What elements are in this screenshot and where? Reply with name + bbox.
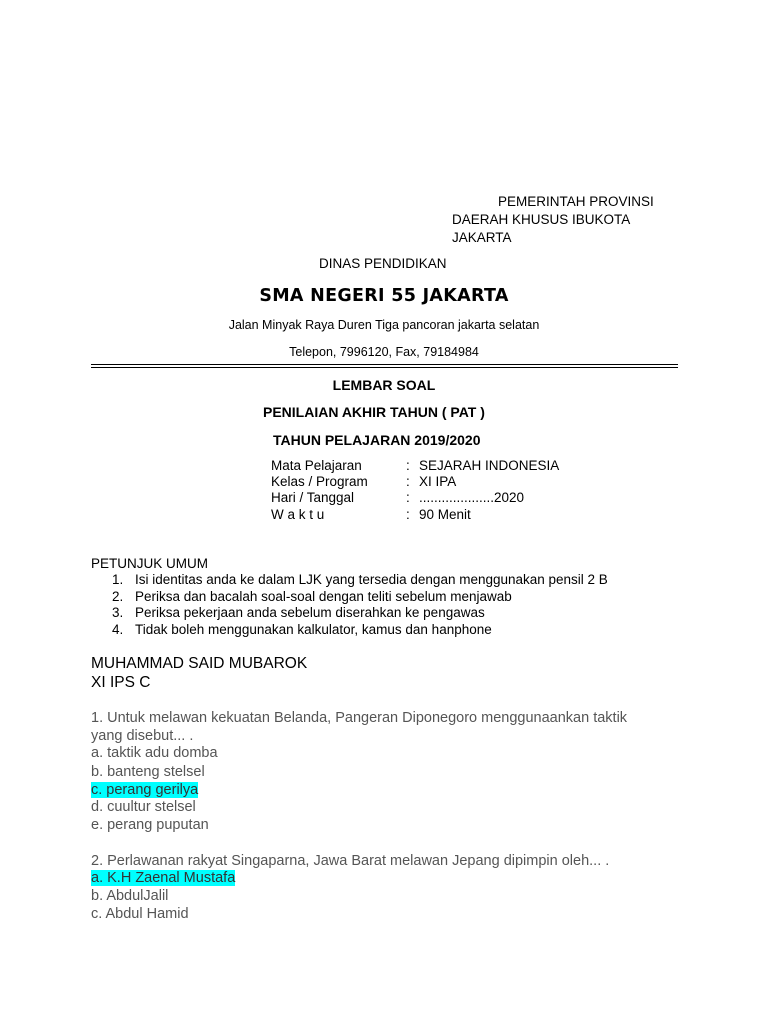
info-key: W a k t u: [271, 507, 325, 522]
q1-option-e: [91, 816, 209, 834]
list-number: 4.: [112, 621, 124, 637]
option-text-highlighted: c. perang gerilya: [91, 782, 199, 798]
gov-line-2: DAERAH KHUSUS IBUKOTA: [452, 212, 631, 227]
option-text-highlighted: a. K.H Zaenal Mustafa: [91, 870, 236, 886]
info-value: SEJARAH INDONESIA: [419, 458, 560, 473]
info-colon: :: [406, 458, 410, 473]
option-text: c. Abdul Hamid: [91, 906, 189, 922]
question-1-text: 1. Untuk melawan kekuatan Belanda, Pangeran Diponegoro menggunaankan taktik: [91, 710, 628, 726]
q1-option-d: [91, 798, 196, 816]
question-2-text: 2. Perlawanan rakyat Singaparna, Jawa Barat melawan Jepang dipimpin oleh... .: [91, 853, 610, 869]
school-name: SMA NEGERI 55 JAKARTA: [259, 286, 509, 306]
question-1-text-cont: yang disebut... .: [91, 728, 194, 744]
info-value: XI IPA: [419, 474, 457, 489]
info-colon: :: [406, 490, 410, 505]
header-divider-bottom: [91, 367, 678, 368]
student-name: MUHAMMAD SAID MUBAROK: [91, 655, 308, 672]
info-key: Mata Pelajaran: [271, 458, 362, 473]
q2-option-c: [91, 905, 189, 923]
info-key: Hari / Tanggal: [271, 490, 355, 505]
list-text: Isi identitas anda ke dalam LJK yang tersedia dengan menggunakan pensil 2 B: [135, 572, 608, 587]
list-number: 2.: [112, 588, 124, 604]
q1-option-a: [91, 744, 218, 762]
school-address: Jalan Minyak Raya Duren Tiga pancoran jakarta selatan: [228, 318, 540, 332]
gov-line-3: JAKARTA: [452, 230, 512, 245]
option-text: a. taktik adu domba: [91, 745, 218, 761]
q1-option-b: [91, 763, 205, 781]
list-number: 3.: [112, 605, 124, 620]
option-text: b. AbdulJalil: [91, 888, 169, 904]
q1-option-c: [91, 781, 198, 799]
info-colon: :: [406, 474, 410, 489]
student-class: XI IPS C: [91, 674, 151, 691]
title-lembar-soal: LEMBAR SOAL: [332, 377, 436, 393]
option-text: e. perang puputan: [91, 817, 209, 833]
list-number: 1.: [112, 572, 124, 587]
option-text: b. banteng stelsel: [91, 764, 205, 780]
list-text: Periksa pekerjaan anda sebelum diserahkan ke pengawas: [135, 605, 485, 620]
school-phone: Telepon, 7996120, Fax, 79184984: [289, 345, 479, 359]
petunjuk-title: PETUNJUK UMUM: [91, 556, 208, 571]
info-value: ....................2020: [419, 490, 525, 505]
title-tahun-pelajaran: TAHUN PELAJARAN 2019/2020: [273, 432, 481, 448]
option-text: d. cuultur stelsel: [91, 799, 196, 815]
title-pat: PENILAIAN AKHIR TAHUN ( PAT ): [263, 404, 485, 420]
dinas-title: DINAS PENDIDIKAN: [319, 256, 447, 271]
list-text: Tidak boleh menggunakan kalkulator, kamus dan hanphone: [135, 621, 492, 637]
list-text: Periksa dan bacalah soal-soal dengan teliti sebelum menjawab: [135, 588, 512, 604]
header-divider-top: [91, 364, 678, 365]
gov-line-1: PEMERINTAH PROVINSI: [498, 194, 654, 209]
q2-option-a: [91, 869, 235, 887]
info-value: 90 Menit: [419, 507, 471, 522]
q2-option-b: [91, 887, 168, 905]
info-key: Kelas / Program: [271, 474, 368, 489]
info-colon: :: [406, 507, 410, 522]
